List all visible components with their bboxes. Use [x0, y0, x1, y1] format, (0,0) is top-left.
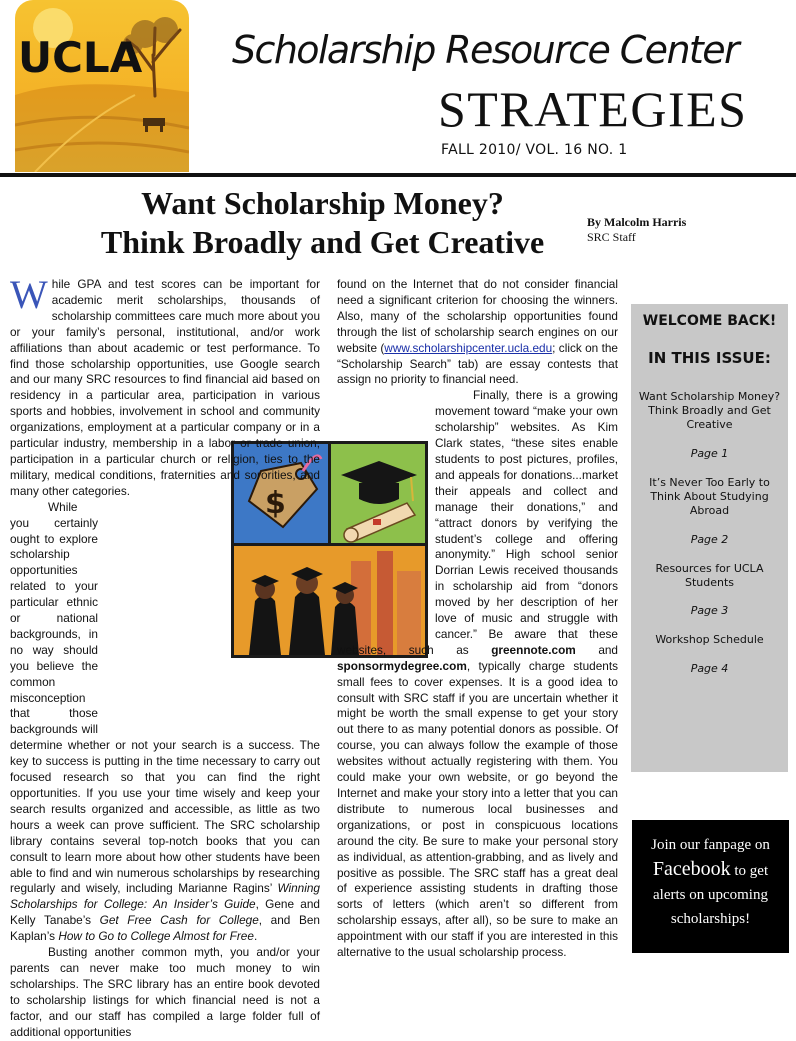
paragraph-5-text-b: , typically charge students small fees to cover expenses. It is a good idea to consult with SRC staff if you are uncertain whether it might be worth the small expense to get your story out there to as many potential donors as possible. Of course, you can always follow the example of those websites without actually registering with them. You could make your own website, or go beyond the Internet and make your story into a letter that you can distribute to numerous local businesses and organizations, or post in conspicuous locations around the city. Be sure to make your personal story as individual, as attention-grabbing, and as lively and positive as possible. The SRC staff has a great deal of experience assisting students in drafting those sorts of letters (which aren’t so different from scholarship essays, after all), so be sure to make an appointment with our staff if you are interested in this alternative to the usual scholarship process. [337, 658, 618, 960]
paragraph-2-text: While you certainly ought to explore scholarship opportunities related to your particular ethnic or national backgrounds, in no way should you believe the common misconception that those backgrounds will determine whether or not your search is a success. The key to success is putting in the time necessary to carry out focused research so that you can find the right opportunities. If you use your time wisely and keep your search results organized and accessible, as little as two hours a week can prove sufficient. The SRC scholarship library contains several top-notch books that you can consult to learn more about how other students have been able to find and win numerous scholarships by researching regularly and wisely, including Marianne Ragins’ [10, 499, 320, 896]
byline [587, 215, 686, 245]
paragraph-2-end: . [253, 929, 258, 944]
toc-item-page: Page 2 [690, 533, 729, 546]
masthead-rule [0, 173, 796, 177]
issue-line: FALL 2010/ VOL. 16 NO. 1 [441, 142, 628, 158]
book-title-2: Get Free Cash for College [99, 913, 259, 928]
paragraph-4-text-b: ; click on the “Scholarship Search” tab) are essay contests that assign no priority to financial need. [337, 340, 618, 387]
toc-item-title[interactable]: Resources for UCLA Students [655, 562, 764, 589]
center-name: Scholarship Resource Center [232, 28, 739, 72]
ucla-logo [15, 0, 189, 172]
paragraph-1-text: hile GPA and test scores can be important for academic merit scholarships, thousands of scholarship committees care much more about you or your family’s personal, institutional, and/or work affiliations than about academic or test performance. To find those scholarship opportunities, use Google search and our many SRC resources to find financial aid based on residency in a particular area, participation in various sports and hobbies, involvement in school and community organizations, employment at a particular company or in a particular industry, membership in a labor or trade union, participation in a particular church or religion, ties to the military, medical conditions, fraternities and sororities, and many other categories. [10, 277, 320, 498]
headline-line-2: Think Broadly and Get Creative [100, 224, 545, 260]
svg-text:$: $ [265, 486, 286, 521]
toc-item-title[interactable]: Want Scholarship Money? Think Broadly and Get Creative [638, 390, 781, 431]
headline-line-1: Want Scholarship Money? [141, 185, 504, 221]
book-title-3: How to Go to College Almost for Free [58, 929, 254, 944]
paragraph-5-text-a: Finally, there is a growing movement toward “make your own scholarship” websites. As Kim Clark states, “these sites enable students to post pictures, profiles, and appeals for donations...market their appeals and collect and manage their donations,” and “attract donors by verifying the student’s college and offering anonymity.” High school senior Dorrian Lewis received thousands in scholarship aid from “donors moved by her description of her love of music and struggle with cancer.” Be aware that these websites, such as [337, 388, 618, 657]
greennote-site: greennote.com [491, 642, 576, 657]
paragraph-5-and: and [575, 642, 618, 657]
byline-name: By Malcolm Harris [587, 215, 687, 229]
in-this-issue-heading: IN THIS ISSUE: [648, 349, 771, 367]
toc-item-page: Page 4 [690, 662, 729, 675]
facebook-promo[interactable] [632, 820, 789, 953]
drop-cap: W [10, 272, 48, 317]
illustration-wrap-space-right [337, 388, 435, 630]
sponsormydegree-site: sponsormydegree.com [337, 658, 467, 673]
issue-sidebar [631, 304, 788, 772]
paragraph-3 [10, 945, 320, 1040]
paragraph-2-mid-2: , and Ben Kaplan’s [10, 913, 320, 944]
website-link[interactable]: www.scholarshipcenter.ucla.edu [384, 340, 553, 355]
facebook-promo-text [638, 833, 783, 931]
paragraph-4 [337, 277, 618, 388]
illustration-wrap-space [98, 500, 320, 734]
book-title-1: Winning Scholarships for College: An Insider’s Guide [10, 881, 320, 912]
toc-item-title[interactable]: Workshop Schedule [655, 633, 764, 646]
toc-item-page: Page 1 [690, 447, 729, 460]
paragraph-1 [10, 272, 320, 500]
logo-text: UCLA [18, 33, 143, 82]
toc-item-title[interactable]: It’s Never Too Early to Think About Studying Abroad [649, 476, 770, 517]
article-left-column [10, 272, 320, 1041]
facebook-line-1: Join our fanpage on [651, 837, 770, 853]
sunset-field-illustration [15, 0, 189, 172]
toc-item-page: Page 3 [690, 604, 729, 617]
facebook-line-2: to get alerts on upcoming scholarships! [653, 863, 769, 927]
paragraph-4-text-a: found on the Internet that do not consider financial need a significant criterion for choosing the winners. Also, many of the scholarship opportunities found through the list of scholarship search engines on our website ( [337, 277, 618, 355]
article-right-column [337, 277, 618, 961]
paragraph-3-text: Busting another common myth, you and/or your parents can never make too much money to win scholarships. The SRC library has an entire book devoted to scholarship listings for which financial need is not a factor, and our staff has compiled a large folder full of additional opportunities [10, 945, 320, 1039]
byline-role: SRC Staff [587, 230, 636, 244]
facebook-word: Facebook [652, 858, 731, 880]
paragraph-2-mid-1: , Gene and Kelly Tanabe’s [10, 897, 320, 928]
publication-title: STRATEGIES [438, 81, 748, 137]
welcome-heading: WELCOME BACK! [642, 313, 777, 329]
article-headline [60, 184, 585, 262]
